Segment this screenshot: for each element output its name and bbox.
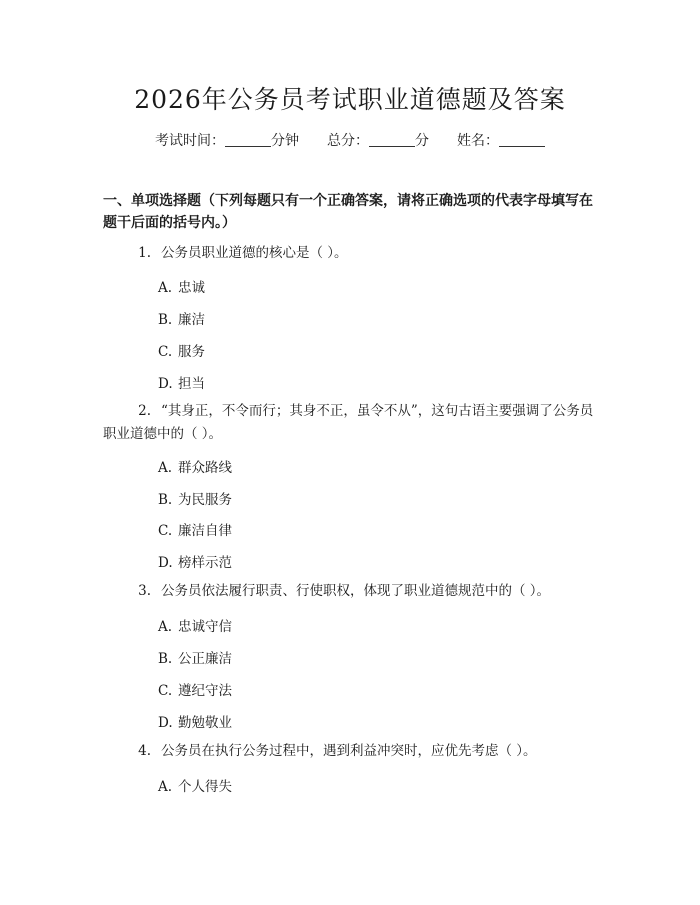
option-letter: D. <box>158 376 173 392</box>
option-2a <box>158 456 232 476</box>
question-4 <box>103 740 603 763</box>
exam-meta <box>0 130 700 150</box>
option-text: 忠诚 <box>178 280 205 296</box>
question-text: 公务员依法履行职责、行使职权，体现了职业道德规范中的（ ）。 <box>161 583 551 599</box>
name-label: 姓名： <box>457 133 499 149</box>
section-title: 一、单项选择题（下列每题只有一个正确答案，请将正确选项的代表字母填写在题干后面的括号内。） <box>103 193 593 231</box>
question-number: 1. <box>138 245 151 261</box>
option-1d <box>158 372 205 392</box>
score-label: 总分： <box>327 133 369 149</box>
option-2b <box>158 488 232 508</box>
option-letter: C. <box>158 683 173 699</box>
option-text: 群众路线 <box>178 460 232 476</box>
option-text: 廉洁 <box>178 312 205 328</box>
option-4a <box>158 775 232 795</box>
option-letter: C. <box>158 344 173 360</box>
option-text: 榜样示范 <box>178 555 232 571</box>
question-3 <box>103 580 603 603</box>
name-blank <box>499 133 545 147</box>
option-text: 勤勉敬业 <box>178 715 232 731</box>
question-1 <box>103 242 603 265</box>
option-3c <box>158 679 232 699</box>
option-2d <box>158 551 232 571</box>
option-letter: A. <box>158 280 173 296</box>
option-text: 廉洁自律 <box>178 523 232 539</box>
option-letter: D. <box>158 715 173 731</box>
option-text: 遵纪守法 <box>178 683 232 699</box>
option-1c <box>158 340 205 360</box>
option-text: 个人得失 <box>178 779 232 795</box>
question-number: 4. <box>138 743 151 759</box>
option-1b <box>158 308 205 328</box>
question-text: “其身正，不令而行；其身不正，虽令不从”，这句古语主要强调了公务员职业道德中的（ ）。 <box>103 403 594 442</box>
option-3d <box>158 711 232 731</box>
option-letter: A. <box>158 460 173 476</box>
option-text: 公正廉洁 <box>178 651 232 667</box>
question-2 <box>103 400 603 446</box>
option-letter: B. <box>158 492 173 508</box>
option-2c <box>158 519 232 539</box>
option-letter: B. <box>158 312 173 328</box>
option-3a <box>158 615 232 635</box>
question-number: 3. <box>138 583 151 599</box>
option-text: 担当 <box>178 376 205 392</box>
option-letter: B. <box>158 651 173 667</box>
option-letter: A. <box>158 619 173 635</box>
time-label: 考试时间： <box>155 133 225 149</box>
question-text: 公务员职业道德的核心是（ ）。 <box>161 245 348 261</box>
document-title: 2026年公务员考试职业道德题及答案 <box>134 85 566 114</box>
option-text: 服务 <box>178 344 205 360</box>
score-unit: 分 <box>415 133 429 149</box>
option-letter: A. <box>158 779 173 795</box>
question-number: 2. <box>138 403 151 419</box>
score-blank <box>369 133 415 147</box>
option-text: 为民服务 <box>178 492 232 508</box>
option-3b <box>158 647 232 667</box>
time-unit: 分钟 <box>271 133 299 149</box>
option-letter: C. <box>158 523 173 539</box>
option-letter: D. <box>158 555 173 571</box>
question-text: 公务员在执行公务过程中，遇到利益冲突时，应优先考虑（ ）。 <box>161 743 537 759</box>
option-text: 忠诚守信 <box>178 619 232 635</box>
option-1a <box>158 276 205 296</box>
time-blank <box>225 133 271 147</box>
